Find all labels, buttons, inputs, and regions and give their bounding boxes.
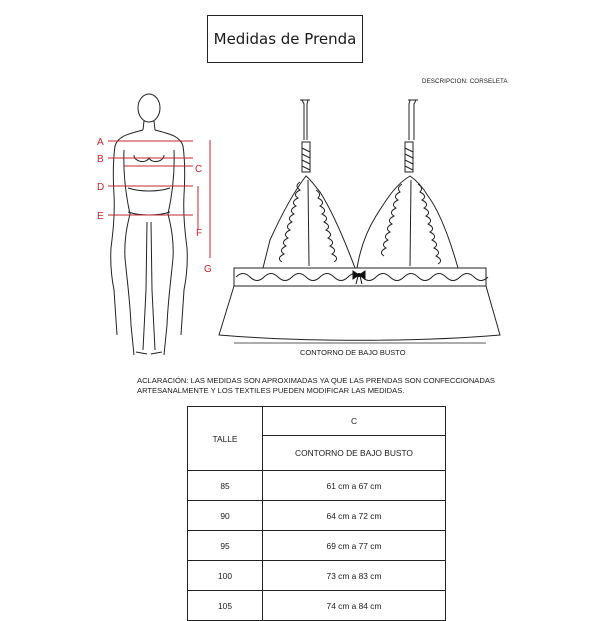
measurement-lines <box>108 140 210 258</box>
talle-cell: 95 <box>188 531 263 561</box>
value-cell: 74 cm a 84 cm <box>263 591 446 621</box>
value-cell: 64 cm a 72 cm <box>263 501 446 531</box>
talle-cell: 90 <box>188 501 263 531</box>
marker-a: A <box>97 137 104 148</box>
marker-f: F <box>196 228 203 239</box>
marker-g: G <box>204 264 212 275</box>
marker-c: C <box>195 164 203 175</box>
talle-header: TALLE <box>188 407 263 471</box>
column-header: CONTORNO DE BAJO BUSTO <box>263 436 446 471</box>
table-row <box>188 531 446 561</box>
table-row <box>188 501 446 531</box>
bralette-drawing <box>219 100 500 340</box>
title-text: Medidas de Prenda <box>213 30 357 48</box>
value-cell: 61 cm a 67 cm <box>263 471 446 501</box>
body-figure <box>111 94 188 355</box>
value-cell: 73 cm a 83 cm <box>263 561 446 591</box>
talle-cell: 105 <box>188 591 263 621</box>
marker-e: E <box>97 211 104 222</box>
bow-icon <box>353 271 365 284</box>
talle-cell: 85 <box>188 471 263 501</box>
size-table <box>187 406 446 621</box>
garment-description: DESCRIPCION: CORSELETA <box>422 78 508 85</box>
marker-b: B <box>97 154 104 165</box>
disclaimer-note: ACLARACIÓN: LAS MEDIDAS SON APROXIMADAS YA QUE LAS PRENDAS SON CONFECCIONADAS ARTESANALMENTE Y LOS TEXTILES PUEDEN MODIFICAR LAS MEDIDAS. <box>137 376 495 395</box>
value-cell: 69 cm a 77 cm <box>263 531 446 561</box>
bra-measure-label: CONTORNO DE BAJO BUSTO <box>300 348 406 357</box>
c-header: C <box>263 407 446 436</box>
table-row <box>188 591 446 621</box>
table-row <box>188 471 446 501</box>
talle-cell: 100 <box>188 561 263 591</box>
table-row <box>188 561 446 591</box>
marker-d: D <box>97 182 105 193</box>
